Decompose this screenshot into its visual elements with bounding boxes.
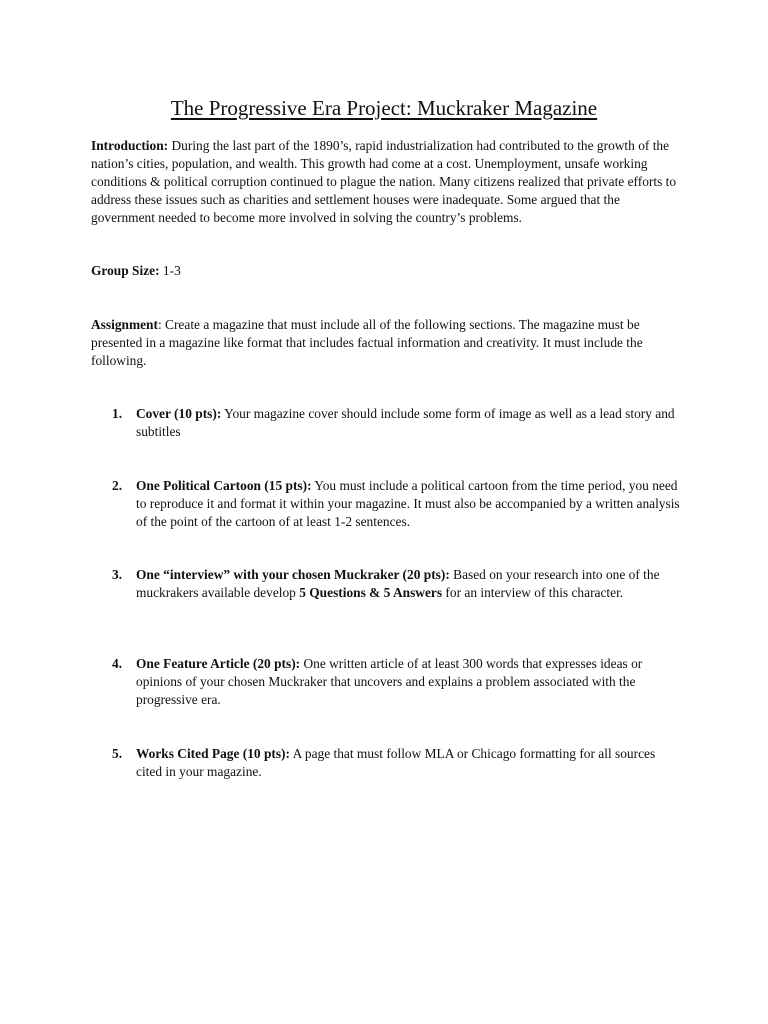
list-item-text: Your magazine cover should include some form of image as well as a lead story and subtitles bbox=[136, 406, 675, 439]
list-item-body bbox=[136, 655, 681, 709]
list-item-heading: One Feature Article (20 pts): bbox=[136, 656, 301, 671]
list-item-heading: One “interview” with your chosen Muckraker (20 pts): bbox=[136, 567, 450, 582]
list-item-text-end: for an interview of this character. bbox=[442, 585, 624, 600]
list-item-text: You must include a political cartoon from the time period, you need to reproduce it and format it within your magazine. It must also be accompanied by a written analysis of the point of the cartoon of at least 1-2 sentences. bbox=[136, 478, 680, 529]
list-item-political-cartoon bbox=[91, 477, 681, 531]
list-item-number: 2. bbox=[112, 478, 123, 493]
list-item-heading: One Political Cartoon (15 pts): bbox=[136, 478, 312, 493]
page-title: The Progressive Era Project: Muckraker Magazine bbox=[170, 96, 598, 120]
list-item-text: Based on your research into one of the muckrakers available develop bbox=[136, 567, 660, 600]
list-item-body bbox=[136, 405, 681, 441]
introduction-label: Introduction: bbox=[91, 138, 169, 153]
group-size-paragraph bbox=[91, 262, 681, 280]
list-item-feature-article bbox=[91, 655, 681, 709]
list-item-body bbox=[136, 566, 681, 602]
list-item-number: 1. bbox=[112, 406, 123, 421]
list-item-text: A page that must follow MLA or Chicago formatting for all sources cited in your magazine. bbox=[136, 746, 656, 779]
introduction-text: During the last part of the 1890’s, rapid industrialization had contributed to the growth of the nation’s cities, population, and wealth. This growth had come at a cost. Unemployment, unsafe working conditions & political corruption continued to plague the nation. Many citizens realized that private efforts to address these issues such as charities and settlement houses were inadequate. Some argued that the government needed to become more involved in solving the country’s problems. bbox=[91, 138, 677, 225]
list-item-body bbox=[136, 477, 681, 531]
assignment-text: : Create a magazine that must include all of the following sections. The magazine must be presented in a magazine like format that includes factual information and creativity. It must include the following. bbox=[91, 317, 643, 368]
group-size-label: Group Size: bbox=[91, 263, 160, 278]
list-item-number: 3. bbox=[112, 567, 123, 582]
list-item-body bbox=[136, 745, 681, 781]
list-item-text: One written article of at least 300 words that expresses ideas or opinions of your chosen Muckraker that uncovers and explains a problem associated with the progressive era. bbox=[136, 656, 643, 707]
list-item-emphasis: 5 Questions & 5 Answers bbox=[299, 585, 443, 600]
list-item-cover bbox=[91, 405, 681, 441]
assignment-paragraph bbox=[91, 316, 681, 370]
introduction-paragraph bbox=[91, 137, 681, 227]
list-item-heading: Cover (10 pts): bbox=[136, 406, 222, 421]
list-item-interview bbox=[91, 566, 681, 602]
group-size-value: 1-3 bbox=[159, 263, 181, 278]
list-item-number: 5. bbox=[112, 746, 123, 761]
list-item-works-cited bbox=[91, 745, 681, 781]
list-item-heading: Works Cited Page (10 pts): bbox=[136, 746, 290, 761]
list-item-number: 4. bbox=[112, 656, 123, 671]
assignment-label: Assignment bbox=[91, 317, 158, 332]
